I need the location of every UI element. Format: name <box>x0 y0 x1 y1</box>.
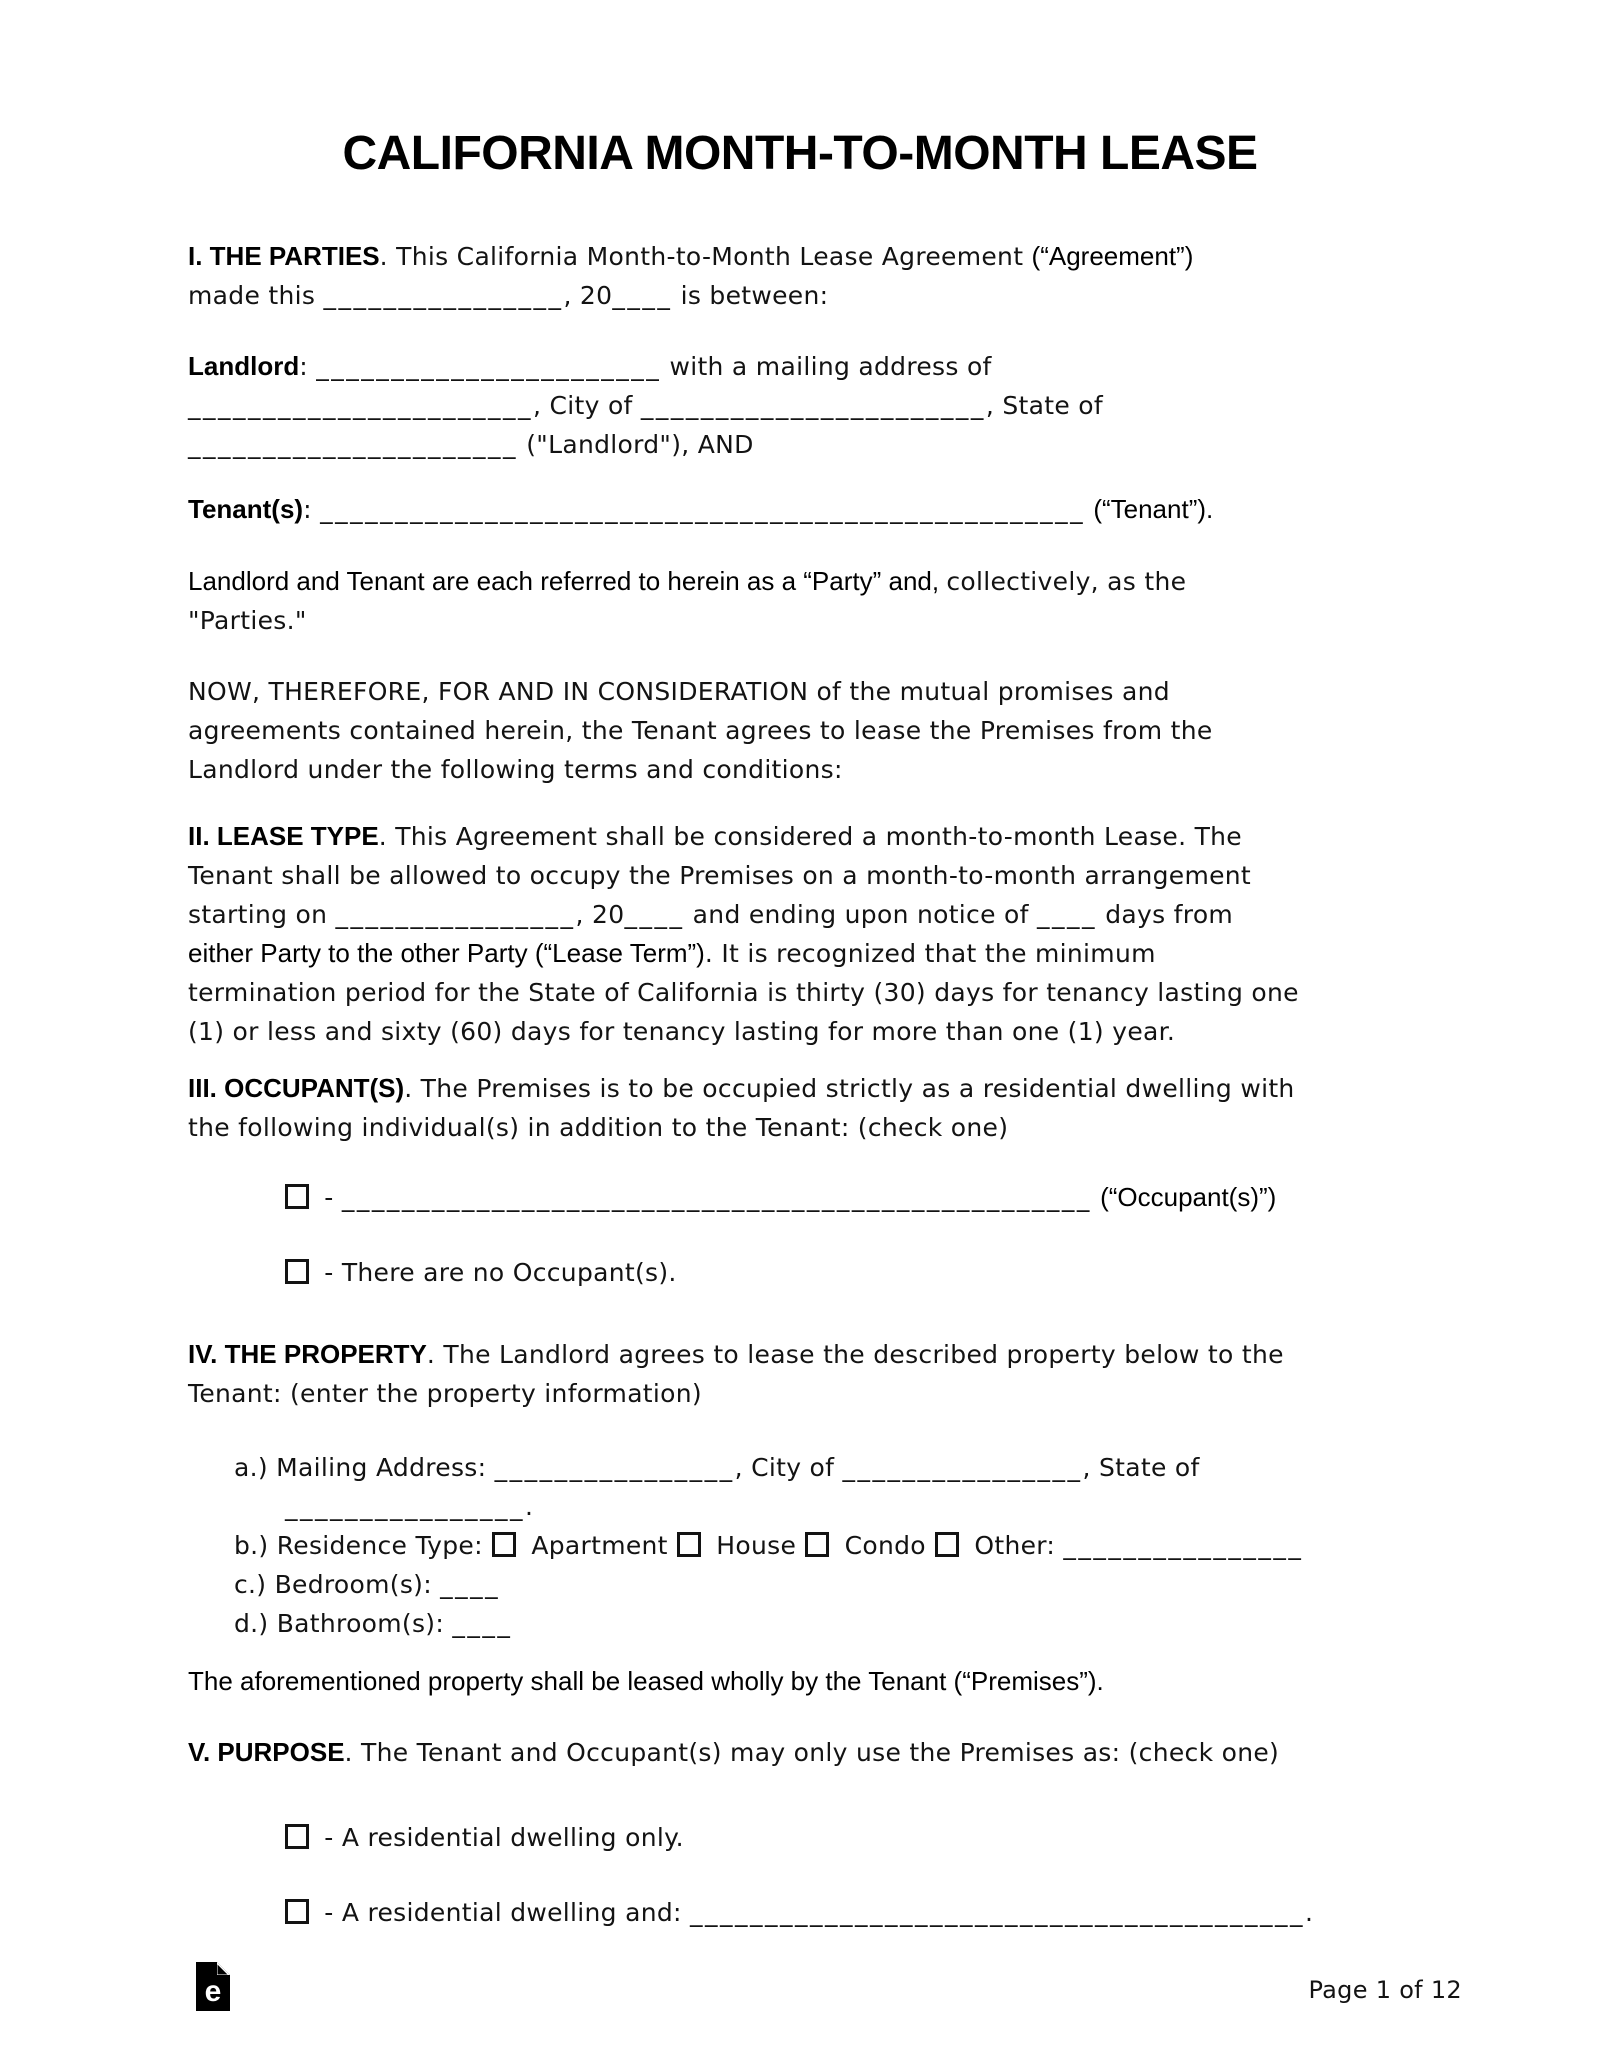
section-heading-property: IV. THE PROPERTY <box>188 1339 427 1369</box>
checkbox-residence-apartment[interactable] <box>492 1532 516 1557</box>
text-line <box>188 239 1488 278</box>
eforms-logo-icon <box>196 1962 230 2011</box>
block-purpose-option-and <box>284 1895 1584 1934</box>
text-segment: termination period for the State of California is thirty (30) days for tenancy lasting one <box>188 978 1299 1007</box>
text-line <box>188 349 1488 388</box>
checkbox-no-occupants[interactable] <box>285 1259 309 1284</box>
svg-text:e: e <box>204 1975 222 2008</box>
text-segment: House <box>708 1531 805 1560</box>
text-line <box>284 1895 1584 1934</box>
text-line <box>188 388 1488 427</box>
text-segment: . The Landlord agrees to lease the described property below to the <box>426 1340 1284 1369</box>
block-sec3-occupants <box>188 1071 1488 1149</box>
text-line <box>188 897 1488 936</box>
text-line <box>234 1528 1534 1567</box>
text-line <box>284 1820 1584 1859</box>
text-line <box>188 975 1488 1014</box>
text-line <box>188 603 1488 642</box>
blank-field[interactable]: _______________________ <box>188 391 533 420</box>
blank-field[interactable]: ________________ <box>494 1453 735 1482</box>
text-segment: : ___________________________________________________ <box>303 495 1086 524</box>
text-segment: - __________________________________________________ <box>316 1183 1092 1212</box>
text-line <box>188 1376 1488 1415</box>
text-segment: Apartment <box>523 1531 677 1560</box>
text-segment: c.) Bedroom(s): ____ <box>234 1570 501 1599</box>
blank-field[interactable]: __________________________________________________ <box>341 1183 1092 1212</box>
text-segment: a.) Mailing Address: ________________, City of ________________, State of <box>234 1453 1200 1482</box>
block-consideration-para <box>188 674 1488 791</box>
text-segment: - There are no Occupant(s). <box>316 1258 677 1287</box>
text-segment: Tenant: (enter the property information) <box>188 1379 702 1408</box>
blank-field[interactable]: ____ <box>440 1570 501 1599</box>
text-segment: (“Tenant”). <box>1093 494 1214 524</box>
text-line <box>188 819 1488 858</box>
text-segment: - A residential dwelling only. <box>316 1823 684 1852</box>
checkbox-residence-condo[interactable] <box>805 1532 829 1557</box>
text-line <box>188 674 1488 713</box>
block-occupants-option-blank <box>284 1180 1584 1219</box>
text-line <box>188 1110 1488 1149</box>
blank-field[interactable]: _______________________ <box>640 391 986 420</box>
checkbox-purpose-residential-and[interactable] <box>285 1899 309 1924</box>
blank-field[interactable]: ____ <box>612 281 673 310</box>
blank-field[interactable]: _________________________________________ <box>690 1898 1305 1927</box>
blank-field[interactable]: ___________________________________________________ <box>320 495 1086 524</box>
text-line <box>188 1337 1488 1376</box>
text-segment: agreements contained herein, the Tenant agrees to lease the Premises from the <box>188 716 1213 745</box>
blank-field[interactable]: ____ <box>452 1609 513 1638</box>
page-number-label: Page 1 of 12 <box>1308 1976 1462 2004</box>
text-line <box>234 1606 1534 1645</box>
text-segment: (“Occupant(s)”) <box>1100 1182 1277 1212</box>
block-tenant <box>188 492 1488 531</box>
text-segment: Condo <box>836 1531 935 1560</box>
text-segment: . It is recognized that the minimum <box>704 939 1156 968</box>
block-landlord <box>188 349 1488 466</box>
section-heading-occupants: III. OCCUPANT(S) <box>188 1073 405 1103</box>
block-parties-para <box>188 564 1488 642</box>
blank-field[interactable]: ________________ <box>335 900 576 929</box>
text-segment: The aforementioned property shall be leased wholly by the Tenant (“Premises”). <box>188 1666 1104 1696</box>
text-segment: Landlord and Tenant are each referred to herein as a “Party” and, <box>188 566 947 596</box>
text-line <box>188 752 1488 791</box>
text-segment: Tenant shall be allowed to occupy the Premises on a month-to-month arrangement <box>188 861 1252 890</box>
blank-field[interactable]: ______________________ <box>188 430 518 459</box>
text-segment: b.) Residence Type: <box>234 1531 492 1560</box>
block-sec4-property <box>188 1337 1488 1415</box>
text-segment: - A residential dwelling and: _________________________________________. <box>316 1898 1314 1927</box>
block-purpose-option-only <box>284 1820 1584 1859</box>
text-segment: Landlord under the following terms and conditions: <box>188 755 843 784</box>
section-heading-lease-type: II. LEASE TYPE <box>188 821 379 851</box>
text-segment: the following individual(s) in addition to the Tenant: (check one) <box>188 1113 1009 1142</box>
blank-field[interactable]: ________________ <box>842 1453 1083 1482</box>
text-segment: _______________________, City of _______________________, State of <box>188 391 1104 420</box>
text-line <box>188 564 1488 603</box>
label-landlord: Landlord <box>188 351 300 381</box>
blank-field[interactable]: ____ <box>1036 900 1097 929</box>
text-line <box>284 1180 1584 1219</box>
text-segment: . The Premises is to be occupied strictly as a residential dwelling with <box>404 1074 1295 1103</box>
text-line <box>284 1255 1584 1294</box>
text-segment: . This Agreement shall be considered a month-to-month Lease. The <box>378 822 1242 851</box>
text-line <box>188 936 1488 975</box>
text-segment: d.) Bathroom(s): ____ <box>234 1609 513 1638</box>
text-line <box>188 427 1488 466</box>
text-line <box>188 492 1488 531</box>
text-segment: made this ________________, 20____ is between: <box>188 281 829 310</box>
text-line <box>188 278 1488 317</box>
block-premises-line <box>188 1664 1488 1703</box>
blank-field[interactable]: ____ <box>624 900 685 929</box>
checkbox-residence-house[interactable] <box>677 1532 701 1557</box>
blank-field[interactable]: ________________ <box>1063 1531 1304 1560</box>
section-heading-parties: I. THE PARTIES <box>188 241 380 271</box>
text-line <box>188 858 1488 897</box>
blank-field[interactable]: ________________ <box>285 1492 525 1521</box>
page-title: CALIFORNIA MONTH-TO-MONTH LEASE <box>342 127 1258 180</box>
text-segment: either Party to the other Party (“Lease Term”) <box>188 938 705 968</box>
text-segment: . This California Month-to-Month Lease Agreement <box>379 242 1032 271</box>
text-segment: ______________________ ("Landlord"), AND <box>188 430 754 459</box>
checkbox-purpose-residential-only[interactable] <box>285 1824 309 1849</box>
checkbox-residence-other[interactable] <box>935 1532 959 1557</box>
text-segment: "Parties." <box>188 606 307 635</box>
text-line <box>234 1450 1534 1489</box>
text-segment: (1) or less and sixty (60) days for tenancy lasting for more than one (1) year. <box>188 1017 1176 1046</box>
block-sec2-lease-type <box>188 819 1488 1053</box>
text-segment: ________________. <box>285 1492 534 1521</box>
text-segment: (“Agreement”) <box>1031 241 1194 271</box>
checkbox-occupants-named[interactable] <box>285 1184 309 1209</box>
label-tenant: Tenant(s) <box>188 494 304 524</box>
block-property-list <box>234 1450 1534 1645</box>
text-line <box>188 1664 1488 1703</box>
text-line <box>188 1735 1488 1774</box>
text-line <box>188 1014 1488 1053</box>
text-segment: collectively, as the <box>946 567 1187 596</box>
text-segment: starting on ________________, 20____ and ending upon notice of ____ days from <box>188 900 1234 929</box>
block-sec5-purpose <box>188 1735 1488 1774</box>
text-segment: Other: ________________ <box>966 1531 1304 1560</box>
text-line <box>234 1567 1534 1606</box>
blank-field[interactable]: ________________ <box>323 281 564 310</box>
text-segment: . The Tenant and Occupant(s) may only use the Premises as: (check one) <box>344 1738 1280 1767</box>
text-segment: NOW, THEREFORE, FOR AND IN CONSIDERATION of the mutual promises and <box>188 677 1170 706</box>
blank-field[interactable]: _______________________ <box>316 352 662 381</box>
text-line <box>234 1489 1534 1528</box>
block-occupants-option-none <box>284 1255 1584 1294</box>
block-sec1-intro <box>188 239 1488 317</box>
text-line <box>188 713 1488 752</box>
section-heading-purpose: V. PURPOSE <box>188 1737 345 1767</box>
text-segment: : _______________________ with a mailing address of <box>299 352 992 381</box>
text-line <box>188 1071 1488 1110</box>
